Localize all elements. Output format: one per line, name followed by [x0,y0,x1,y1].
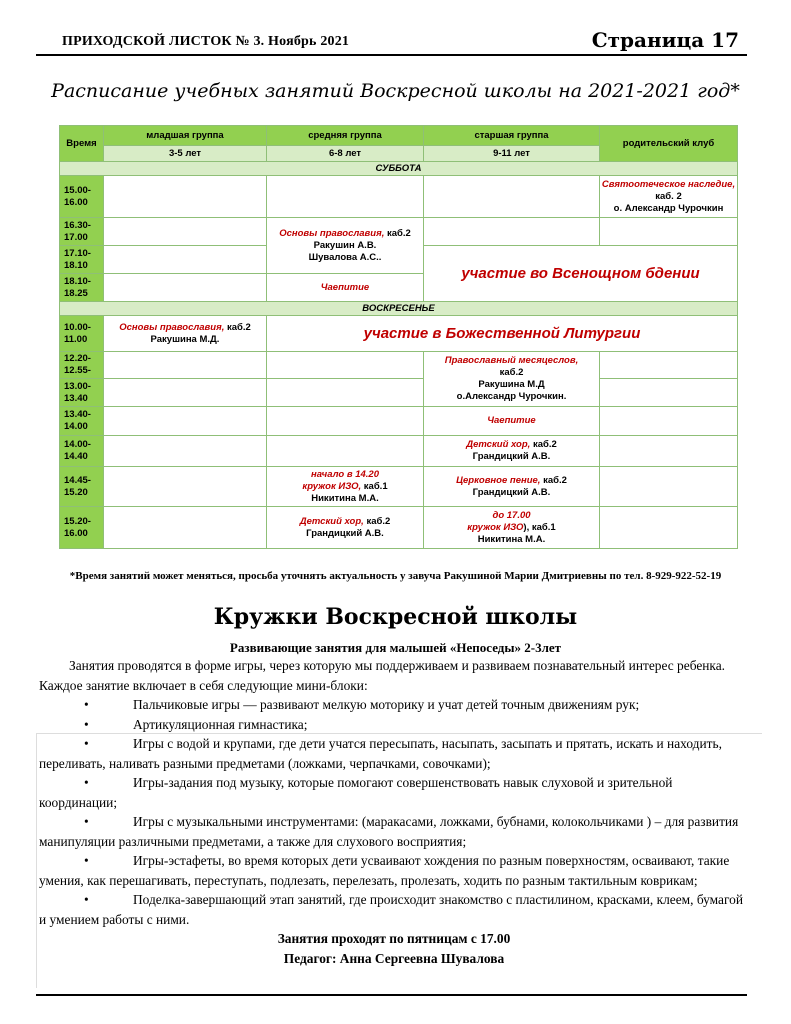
bullet-icon: • [84,892,89,907]
header-divider [36,54,747,56]
bullet-icon: • [84,697,89,712]
time-cell: 13.00- 13.40 [60,379,104,407]
bullet-icon: • [84,775,89,790]
sun-church-singing-cell: Церковное пение, каб.2 Грандицкий А.В. [424,467,600,507]
sat-orthodoxy-cell: Основы православия, каб.2 Ракушин А.В. Шувалова А.С.. [267,218,424,274]
group-header-young: младшая группа [104,126,267,146]
time-cell: 17.10- 18.10 [60,246,104,274]
group-header-parents: родительский клуб [600,126,738,162]
list-item: • Игры с водой и крупами, где дети учатся пересыпать, насыпать, засыпать и прятать, искать и находить, переливать, наливать разными предметами (ложками, черпачками, совочками); [39,736,722,771]
list-item: • Пальчиковые игры — развивают мелкую моторику и учат детей точным движениям рук; [39,695,749,715]
class-schedule: Занятия проходят по пятницам с 17.00 [277,931,511,946]
list-item: • Игры-эстафеты, во время которых дети усваивают хождения по разным поверхностям, осваивают, такие умения, как перешагивать, переступать, подлезать, перелезать, пролезать, ходить по разным тактильным коврикам; [39,853,730,888]
day-sunday: ВОСКРЕСЕНЬЕ [60,302,738,316]
sat-vigil-cell: участие во Всенощном бдении [424,246,738,302]
bullet-icon: • [84,814,89,829]
clubs-title: Кружки Воскресной школы [213,604,578,630]
schedule-footnote: *Время занятий может меняться, просьба уточнять актуальность у завуча Ракушиной Марии Дмитриевны по тел. 8-929-922-52-19 [69,570,722,582]
newsletter-title: ПРИХОДСКОЙ ЛИСТОК № 3. Ноябрь 2021 [62,34,350,49]
time-cell: 18.10- 18.25 [60,274,104,302]
time-cell: 14.00- 14.40 [60,436,104,467]
clubs-subtitle: Развивающие занятия для малышей «Непоседы» 2-3лет [229,640,562,655]
footer-divider [36,994,747,996]
bullet-icon: • [84,853,89,868]
page-number: Страница 17 [591,28,739,52]
sun-art-senior-cell: до 17.00 кружок ИЗО), каб.1 Никитина М.А. [424,507,600,549]
sun-tea-cell: Чаепитие [424,407,600,436]
time-cell: 14.45- 15.20 [60,467,104,507]
list-item: • Артикуляционная гимнастика; [39,715,749,735]
list-item: • Игры с музыкальными инструментами: (маракасами, ложками, бубнами, колокольчиками ) – для развития манипуляции различными предметами, а также для слухового восприятия; [39,814,739,849]
group-header-senior: старшая группа [424,126,600,146]
bullet-icon: • [84,716,89,732]
bullet-icon: • [84,736,89,751]
group-header-middle: средняя группа [267,126,424,146]
time-cell: 10.00- 11.00 [60,316,104,352]
sun-choir-middle-cell: Детский хор, каб.2 Грандицкий А.В. [267,507,424,549]
schedule-table [59,125,738,549]
age-young: 3-5 лет [104,146,267,162]
time-cell: 13.40- 14.00 [60,407,104,436]
time-cell: 16.30- 17.00 [60,218,104,246]
teacher-name: Педагог: Анна Сергеевна Шувалова [283,950,505,966]
time-header: Время [60,126,104,162]
sun-orthodoxy-cell: Основы православия, каб.2 Ракушина М.Д. [104,316,267,352]
list-item: • Поделка-завершающий этап занятий, где происходит знакомство с пластилином, красками, клеем, бумагой и умением работы с ними. [39,892,744,927]
time-cell: 15.20- 16.00 [60,507,104,549]
sun-liturgy-cell: участие в Божественной Литургии [267,316,738,352]
time-cell: 12.20- 12.55- [60,352,104,379]
list-item: • Игры-задания под музыку, которые помогают совершенствовать навык слуховой и зрительной координации; [39,775,673,810]
intro-paragraph: Занятия проводятся в форме игры, через которую мы поддерживаем и развиваем познавательный интерес ребенка. Каждое занятие включает в себя следующие мини-блоки: [39,658,726,693]
time-cell: 15.00- 16.00 [60,176,104,218]
sun-calendar-cell: Православный месяцеслов, каб.2 Ракушина М.Д о.Александр Чурочкин. [424,352,600,407]
sat-tea-cell: Чаепитие [267,274,424,302]
schedule-title: Расписание учебных занятий Воскресной школы на 2021-2021 год* [51,80,740,102]
sun-choir-senior-cell: Детский хор, каб.2 Грандицкий А.В. [424,436,600,467]
day-saturday: СУББОТА [60,162,738,176]
age-middle: 6-8 лет [267,146,424,162]
sat-club-cell: Святоотеческое наследие, каб. 2 о. Александр Чурочкин [600,176,738,218]
age-senior: 9-11 лет [424,146,600,162]
sun-art-middle-cell: начало в 14.20 кружок ИЗО, каб.1 Никитина М.А. [267,467,424,507]
clubs-body [39,656,749,968]
